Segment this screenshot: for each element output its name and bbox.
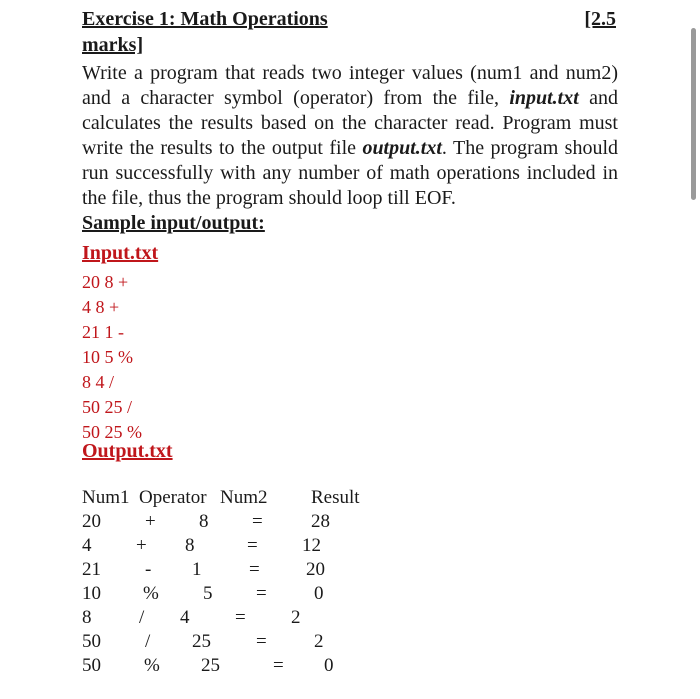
cell-equals: = [252, 511, 263, 532]
cell-equals: = [273, 655, 284, 676]
input-line: 50 25 / [82, 397, 133, 417]
input-line: 20 8 + [82, 272, 129, 292]
cell-operator: % [143, 583, 159, 604]
cell-num1: 4 [82, 535, 92, 556]
header-result: Result [311, 487, 360, 508]
cell-num2: 8 [185, 535, 195, 556]
cell-result: 12 [302, 535, 321, 556]
cell-result: 2 [314, 631, 324, 652]
cell-operator: % [144, 655, 160, 676]
exercise-description [82, 61, 618, 211]
input-line: 50 25 % [82, 422, 142, 442]
input-file-title: Input.txt [82, 242, 159, 264]
input-line: 4 8 + [82, 297, 120, 317]
cell-result: 28 [311, 511, 330, 532]
cell-operator: / [145, 631, 151, 652]
input-line: 8 4 / [82, 372, 115, 392]
cell-num1: 8 [82, 607, 92, 628]
description-text-2: and calculates the results based on the character read. Program must write the results to the output file [82, 87, 618, 159]
cell-num1: 50 [82, 631, 101, 652]
input-line: 21 1 - [82, 322, 124, 342]
marks-label: [2.5 [584, 8, 616, 30]
input-line: 10 5 % [82, 347, 133, 367]
cell-equals: = [256, 583, 267, 604]
header-num2: Num2 [220, 487, 268, 508]
cell-num1: 50 [82, 655, 101, 676]
cell-result: 20 [306, 559, 325, 580]
cell-operator: + [145, 511, 156, 532]
header-num1: Num1 [82, 487, 130, 508]
cell-num2: 8 [199, 511, 209, 532]
scrollbar[interactable] [691, 28, 696, 200]
cell-result: 0 [324, 655, 334, 676]
cell-num1: 10 [82, 583, 101, 604]
description-text-3: . The program should run successfully with any number of math operations included in the file, thus the program should loop till EOF. [82, 137, 619, 209]
exercise-heading [82, 6, 618, 58]
cell-num2: 5 [203, 583, 213, 604]
description-text-1: Write a program that reads two integer values (num1 and num2) and a character symbol (operator) from the file, [82, 62, 618, 109]
cell-num1: 20 [82, 511, 101, 532]
exercise-title: Exercise 1: Math Operations [82, 8, 328, 30]
cell-operator: + [136, 535, 147, 556]
cell-operator: / [139, 607, 145, 628]
cell-result: 0 [314, 583, 324, 604]
output-file-name: output.txt [362, 137, 442, 159]
input-file-name: input.txt [509, 87, 579, 109]
cell-num2: 25 [192, 631, 211, 652]
cell-num2: 1 [192, 559, 202, 580]
cell-operator: - [145, 559, 152, 580]
cell-equals: = [249, 559, 260, 580]
marks-label-cont: marks] [82, 34, 144, 56]
output-file-title: Output.txt [82, 440, 173, 462]
cell-equals: = [247, 535, 258, 556]
cell-num2: 4 [180, 607, 190, 628]
cell-equals: = [256, 631, 267, 652]
header-operator: Operator [139, 487, 207, 508]
cell-num1: 21 [82, 559, 101, 580]
cell-num2: 25 [201, 655, 220, 676]
cell-result: 2 [291, 607, 301, 628]
sample-heading: Sample input/output: [82, 212, 265, 234]
cell-equals: = [235, 607, 246, 628]
input-lines [82, 270, 142, 445]
